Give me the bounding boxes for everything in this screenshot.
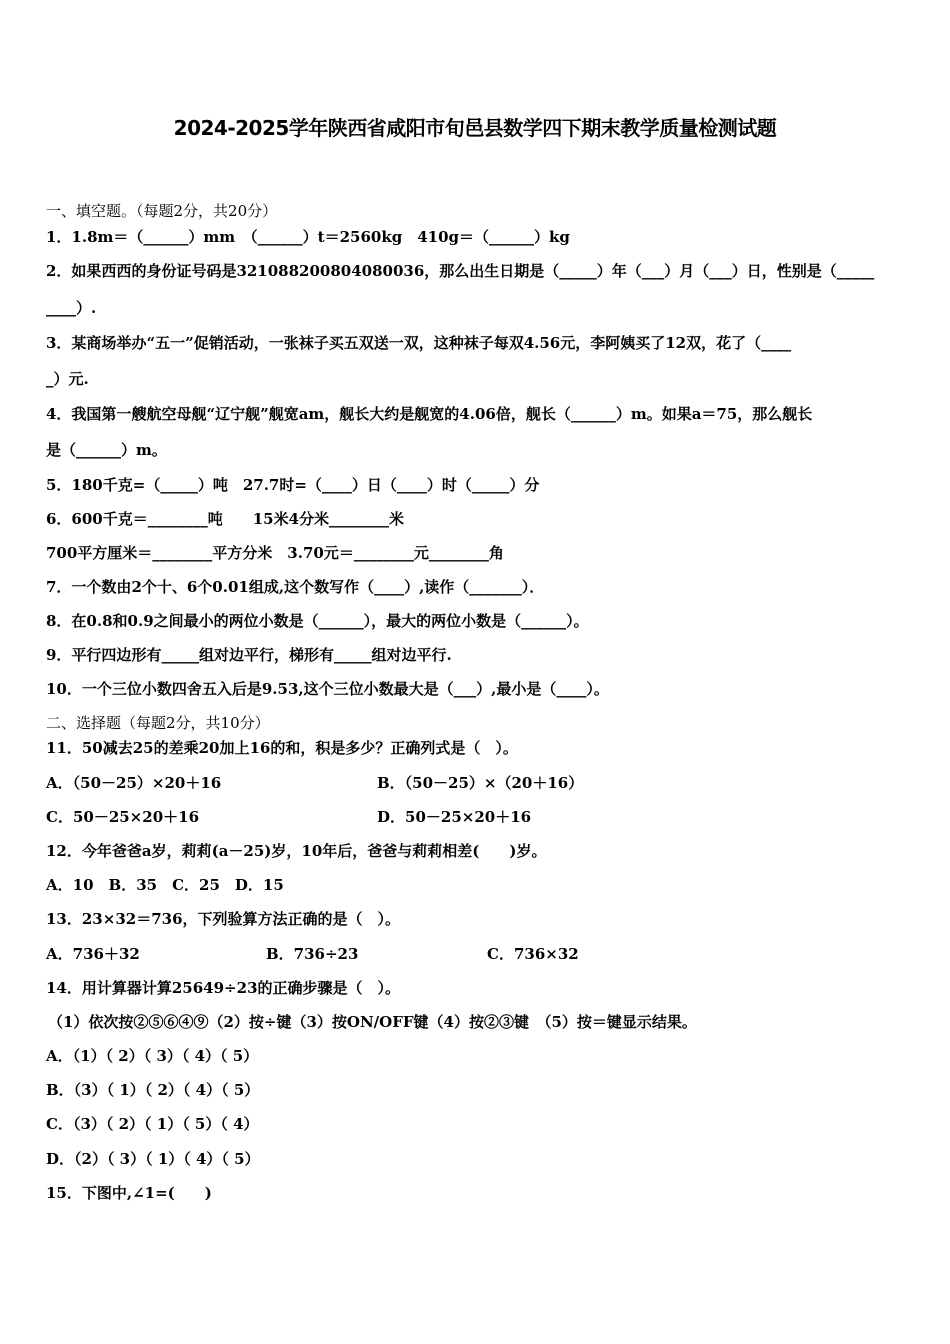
q11-option-b: B．（50－25）×（20＋16） <box>377 774 584 792</box>
section-heading-fill: 一、填空题。（每题2分，共20分） <box>46 202 278 220</box>
question-6: 6．600千克＝________吨 15米4分米________米 <box>46 510 405 528</box>
question-13: 13．23×32＝736，下列验算方法正确的是（ ）。 <box>46 910 401 928</box>
q14-option-d: D．（2）（ 3）（ 1）（ 4）（ 5） <box>46 1150 260 1168</box>
q11-option-d: D．50－25×20＋16 <box>377 808 532 826</box>
question-7: 7．一个数由2个十、6个0.01组成,这个数写作（____）,读作（_______）． <box>46 578 545 596</box>
question-1: 1．1.8m＝（______）mm （______）t＝2560kg 410g＝（______）kg <box>46 228 570 246</box>
q14-option-a: A．（1）（ 2）（ 3）（ 4）（ 5） <box>46 1047 259 1065</box>
question-9: 9．平行四边形有_____组对边平行，梯形有_____组对边平行. <box>46 646 452 664</box>
question-8: 8．在0.8和0.9之间最小的两位小数是（______），最大的两位小数是（______）。 <box>46 612 589 630</box>
page-title: 2024-2025学年陕西省咸阳市旬邑县数学四下期末教学质量检测试题 <box>173 116 777 140</box>
question-11: 11．50减去25的差乘20加上16的和，积是多少？正确列式是（ ）。 <box>46 739 518 757</box>
question-2-cont: ____）. <box>46 299 97 317</box>
q13-option-b: B．736÷23 <box>266 945 359 963</box>
q14-option-c: C．（3）（ 2）（ 1）（ 5）（ 4） <box>46 1115 259 1133</box>
question-12: 12．今年爸爸a岁，莉莉(a－25)岁，10年后，爸爸与莉莉相差( )岁。 <box>46 842 547 860</box>
q12-options: A．10 B．35 C．25 D．15 <box>46 876 284 894</box>
question-2: 2．如果西西的身份证号码是321088200804080036，那么出生日期是（_____）年（___）月（___）日，性别是（_____ <box>46 262 875 280</box>
q13-option-c: C．736×32 <box>487 945 579 963</box>
question-3: 3．某商场举办“五一”促销活动，一张袜子买五双送一双，这种袜子每双4.56元，李阿姨买了12双，花了（____ <box>46 334 792 352</box>
section-heading-choice: 二、选择题（每题2分，共10分） <box>46 714 270 732</box>
question-6-cont: 700平方厘米＝________平方分米 3.70元＝________元________角 <box>46 544 504 562</box>
q14-steps: （1）依次按②⑤⑥④⑨（2）按÷键（3）按ON/OFF键（4）按②③键 （5）按＝键显示结果。 <box>48 1013 697 1031</box>
q11-option-c: C．50－25×20＋16 <box>46 808 200 826</box>
question-5: 5．180千克=（_____）吨 27.7时=（____）日（____）时（_____）分 <box>46 476 540 494</box>
q11-option-a: A．（50－25）×20＋16 <box>46 774 222 792</box>
q13-option-a: A．736＋32 <box>46 945 140 963</box>
question-3-cont: _）元. <box>46 370 89 388</box>
question-4: 4．我国第一艘航空母舰“辽宁舰”舰宽am，舰长大约是舰宽的4.06倍，舰长（______）m。如果a＝75，那么舰长 <box>46 405 813 423</box>
question-10: 10．一个三位小数四舍五入后是9.53,这个三位小数最大是（___）,最小是（____）。 <box>46 680 609 698</box>
question-14: 14．用计算器计算25649÷23的正确步骤是（ ）。 <box>46 979 401 997</box>
question-15: 15．下图中,∠1=( ) <box>46 1184 212 1202</box>
question-4-cont: 是（______）m。 <box>46 441 167 459</box>
q14-option-b: B．（3）（ 1）（ 2）（ 4）（ 5） <box>46 1081 260 1099</box>
